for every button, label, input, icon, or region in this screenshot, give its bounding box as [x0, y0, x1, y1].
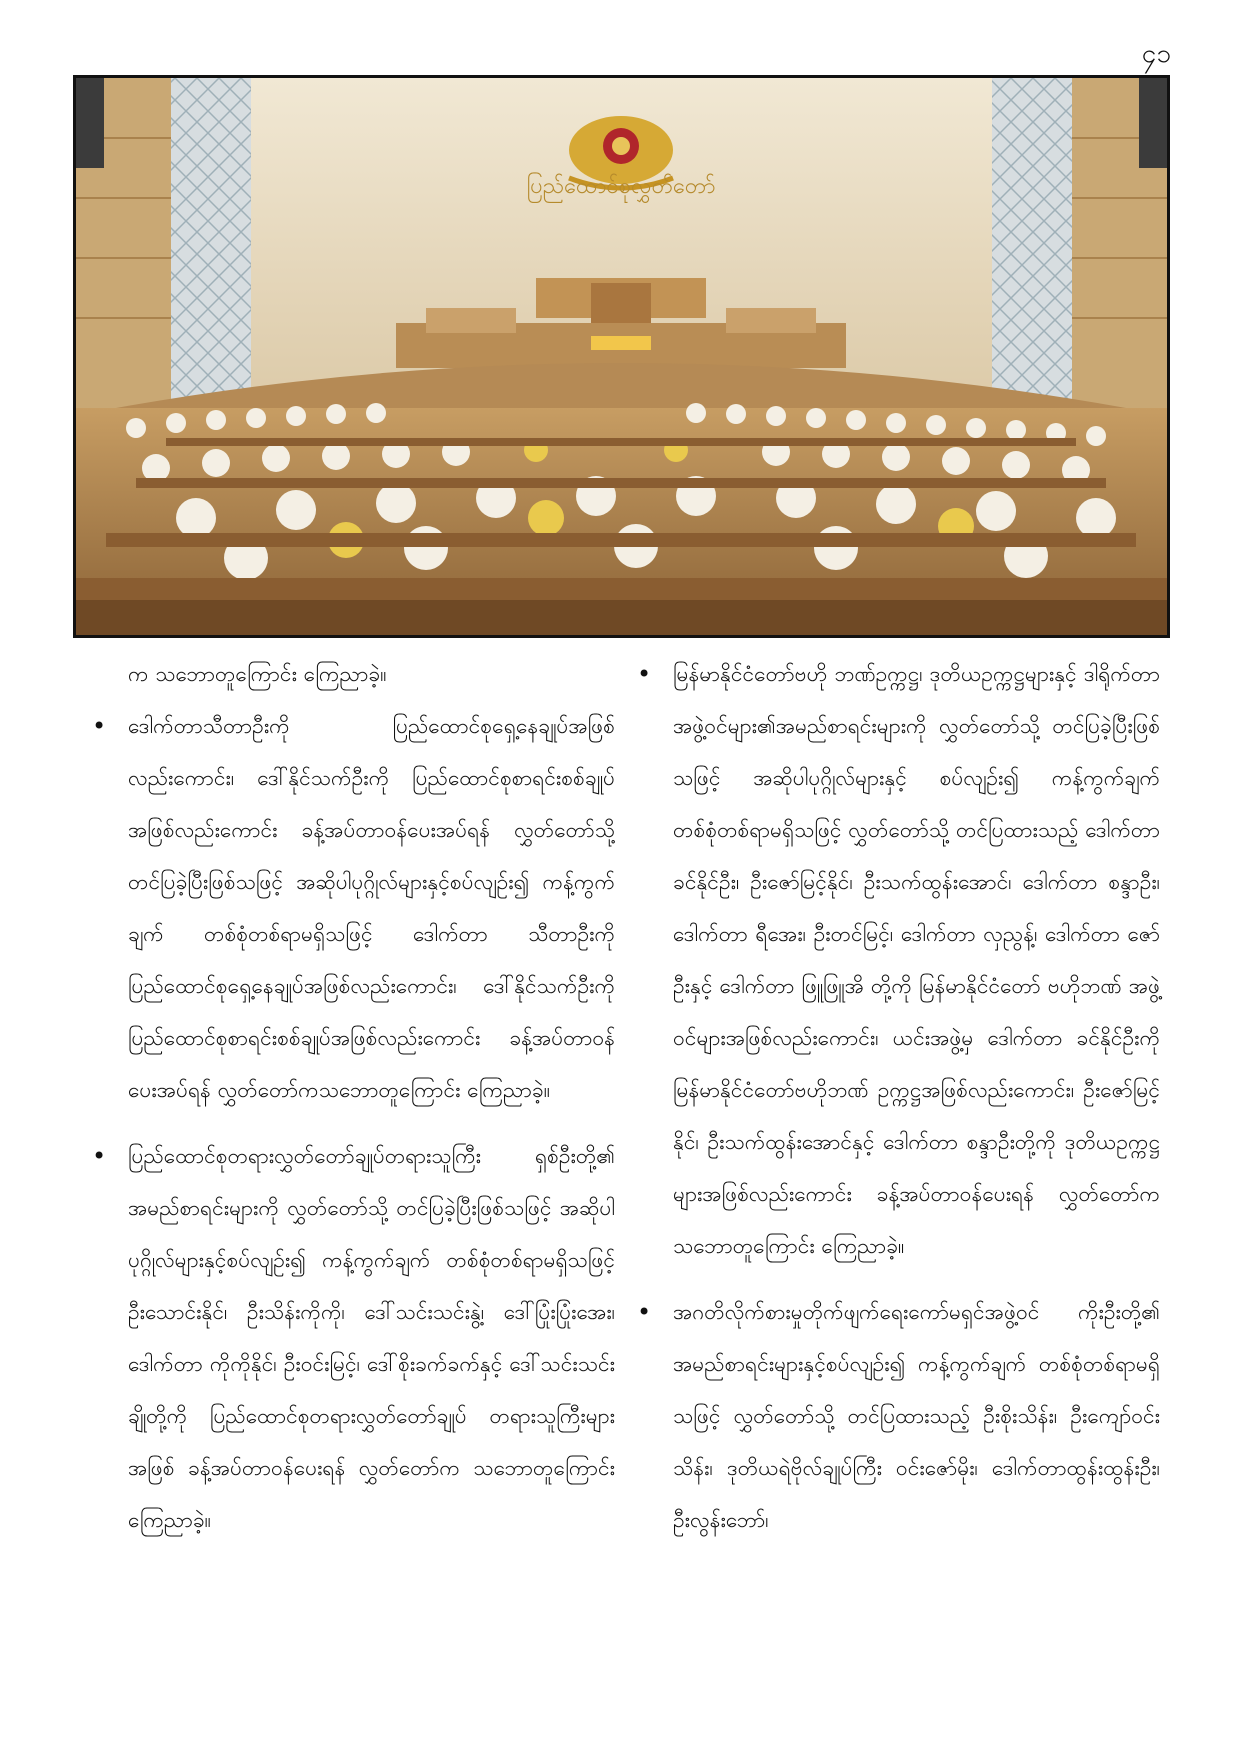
continuation-text: က သဘောတူကြောင်း ကြေညာခဲ့။ [128, 662, 387, 686]
bullet-text: • ဒေါက်တာသီတာဦးကို ပြည်ထောင်စုရှေ့နေချုပ်အဖြစ်လည်းကောင်း၊ ဒေါ်နိုင်သက်ဦးကို ပြည်ထောင်စုစာရင်းစစ်ချုပ်အဖြစ်လည်းကောင်း ခန့်အပ်တာဝန်ပေးအပ်ရန် လွှတ်တော်သို့ တင်ပြခဲ့ပြီးဖြစ်သဖြင့် အဆိုပါပုဂ္ဂိုလ်များနှင့်စပ်လျဉ်း၍ ကန့်ကွက်ချက် တစ်စုံတစ်ရာမရှိသဖြင့် ဒေါက်တာ သီတာဦးကို ပြည်ထောင်စုရှေ့နေချုပ်အဖြစ်လည်းကောင်း၊ ဒေါ်နိုင်သက်ဦးကို ပြည်ထောင်စုစာရင်းစစ်ချုပ်အဖြစ်လည်းကောင်း ခန့်အပ်တာဝန်ပေးအပ်ရန် လွှတ်တော်ကသဘောတူကြောင်း ကြေညာခဲ့။ [128, 714, 615, 1102]
parliament-hall-photo [73, 75, 1170, 638]
list-item [90, 1130, 615, 1546]
left-bullet-list [90, 700, 615, 1546]
bullet-text: • ပြည်ထောင်စုတရားလွှတ်တော်ချုပ်တရားသူကြီး ရှစ်ဦးတို့၏ အမည်စာရင်းများကို လွှတ်တော်သို့ တင်ပြခဲ့ပြီးဖြစ်သဖြင့် အဆိုပါပုဂ္ဂိုလ်များနှင့်စပ်လျဉ်း၍ ကန့်ကွက်ချက် တစ်စုံတစ်ရာမရှိသဖြင့် ဦးသောင်းနိုင်၊ ဦးသိန်းကိုကို၊ ဒေါ်သင်းသင်းနွဲ့၊ ဒေါ်ပြုံးပြုံးအေး၊ ဒေါက်တာ ကိုကိုနိုင်၊ ဦးဝင်းမြင့်၊ ဒေါ်စိုးခက်ခက်နှင့် ဒေါ်သင်းသင်းချိုတို့ကို ပြည်ထောင်စုတရားလွှတ်တော်ချုပ် တရားသူကြီးများအဖြစ် ခန့်အပ်တာဝန်ပေးရန် လွှတ်တော်က သဘောတူကြောင်း ကြေညာခဲ့။ [128, 1144, 615, 1532]
emblem-caption: ပြည်ထောင်စုလွှတ်တော် [526, 174, 716, 199]
bullet-text: • မြန်မာနိုင်ငံတော်ဗဟို ဘဏ်ဥက္ကဋ္ဌ၊ ဒုတိယဥက္ကဋ္ဌများနှင့် ဒါရိုက်တာအဖွဲ့ဝင်များ၏အမည်စာရင်းများကို လွှတ်တော်သို့ တင်ပြခဲ့ပြီးဖြစ်သဖြင့် အဆိုပါပုဂ္ဂိုလ်များနှင့် စပ်လျဉ်း၍ ကန့်ကွက်ချက် တစ်စုံတစ်ရာမရှိသဖြင့် လွှတ်တော်သို့ တင်ပြထားသည့် ဒေါက်တာ ခင်နိုင်ဦး၊ ဦးဇော်မြင့်နိုင်၊ ဦးသက်ထွန်းအောင်၊ ဒေါက်တာ စန္ဒာဦး၊ ဒေါက်တာ ရီအေး၊ ဦးတင်မြင့်၊ ဒေါက်တာ လှညွန့်၊ ဒေါက်တာ ဇော်ဦးနှင့် ဒေါက်တာ ဖြူဖြူအိ တို့ကို မြန်မာနိုင်ငံတော် ဗဟိုဘဏ် အဖွဲ့ဝင်များအဖြစ်လည်းကောင်း၊ ယင်းအဖွဲ့မှ ဒေါက်တာ ခင်နိုင်ဦးကို မြန်မာနိုင်ငံတော်ဗဟိုဘဏ် ဥက္ကဋ္ဌအဖြစ်လည်းကောင်း၊ ဦးဇော်မြင့်နိုင်၊ ဦးသက်ထွန်းအောင်နှင့် ဒေါက်တာ စန္ဒာဦးတို့ကို ဒုတိယဥက္ကဋ္ဌများအဖြစ်လည်းကောင်း ခန့်အပ်တာဝန်ပေးရန် လွှတ်တော်က သဘောတူကြောင်း ကြေညာခဲ့။ [673, 662, 1160, 1258]
bullet-text: • အဂတိလိုက်စားမှုတိုက်ဖျက်ရေးကော်မရှင်အဖွဲ့ဝင် ကိုးဦးတို့၏ အမည်စာရင်းများနှင့်စပ်လျဉ်း၍ ကန့်ကွက်ချက် တစ်စုံတစ်ရာမရှိသဖြင့် လွှတ်တော်သို့ တင်ပြထားသည့် ဦးစိုးသိန်း၊ ဦးကျော်ဝင်းသိန်း၊ ဒုတိယရဲဗိုလ်ချုပ်ကြီး ဝင်းဇော်မိုး၊ ဒေါက်တာထွန်းထွန်းဦး၊ ဦးလွန်းဘော်၊ [673, 1300, 1160, 1532]
left-column [90, 648, 615, 1560]
list-item [635, 648, 1160, 1272]
page-number: ၄၁ [1141, 39, 1171, 69]
parliament-hall-image [76, 78, 1167, 635]
list-item [90, 700, 615, 1116]
right-bullet-list [635, 648, 1160, 1546]
list-item [635, 1286, 1160, 1546]
right-column [635, 648, 1160, 1560]
